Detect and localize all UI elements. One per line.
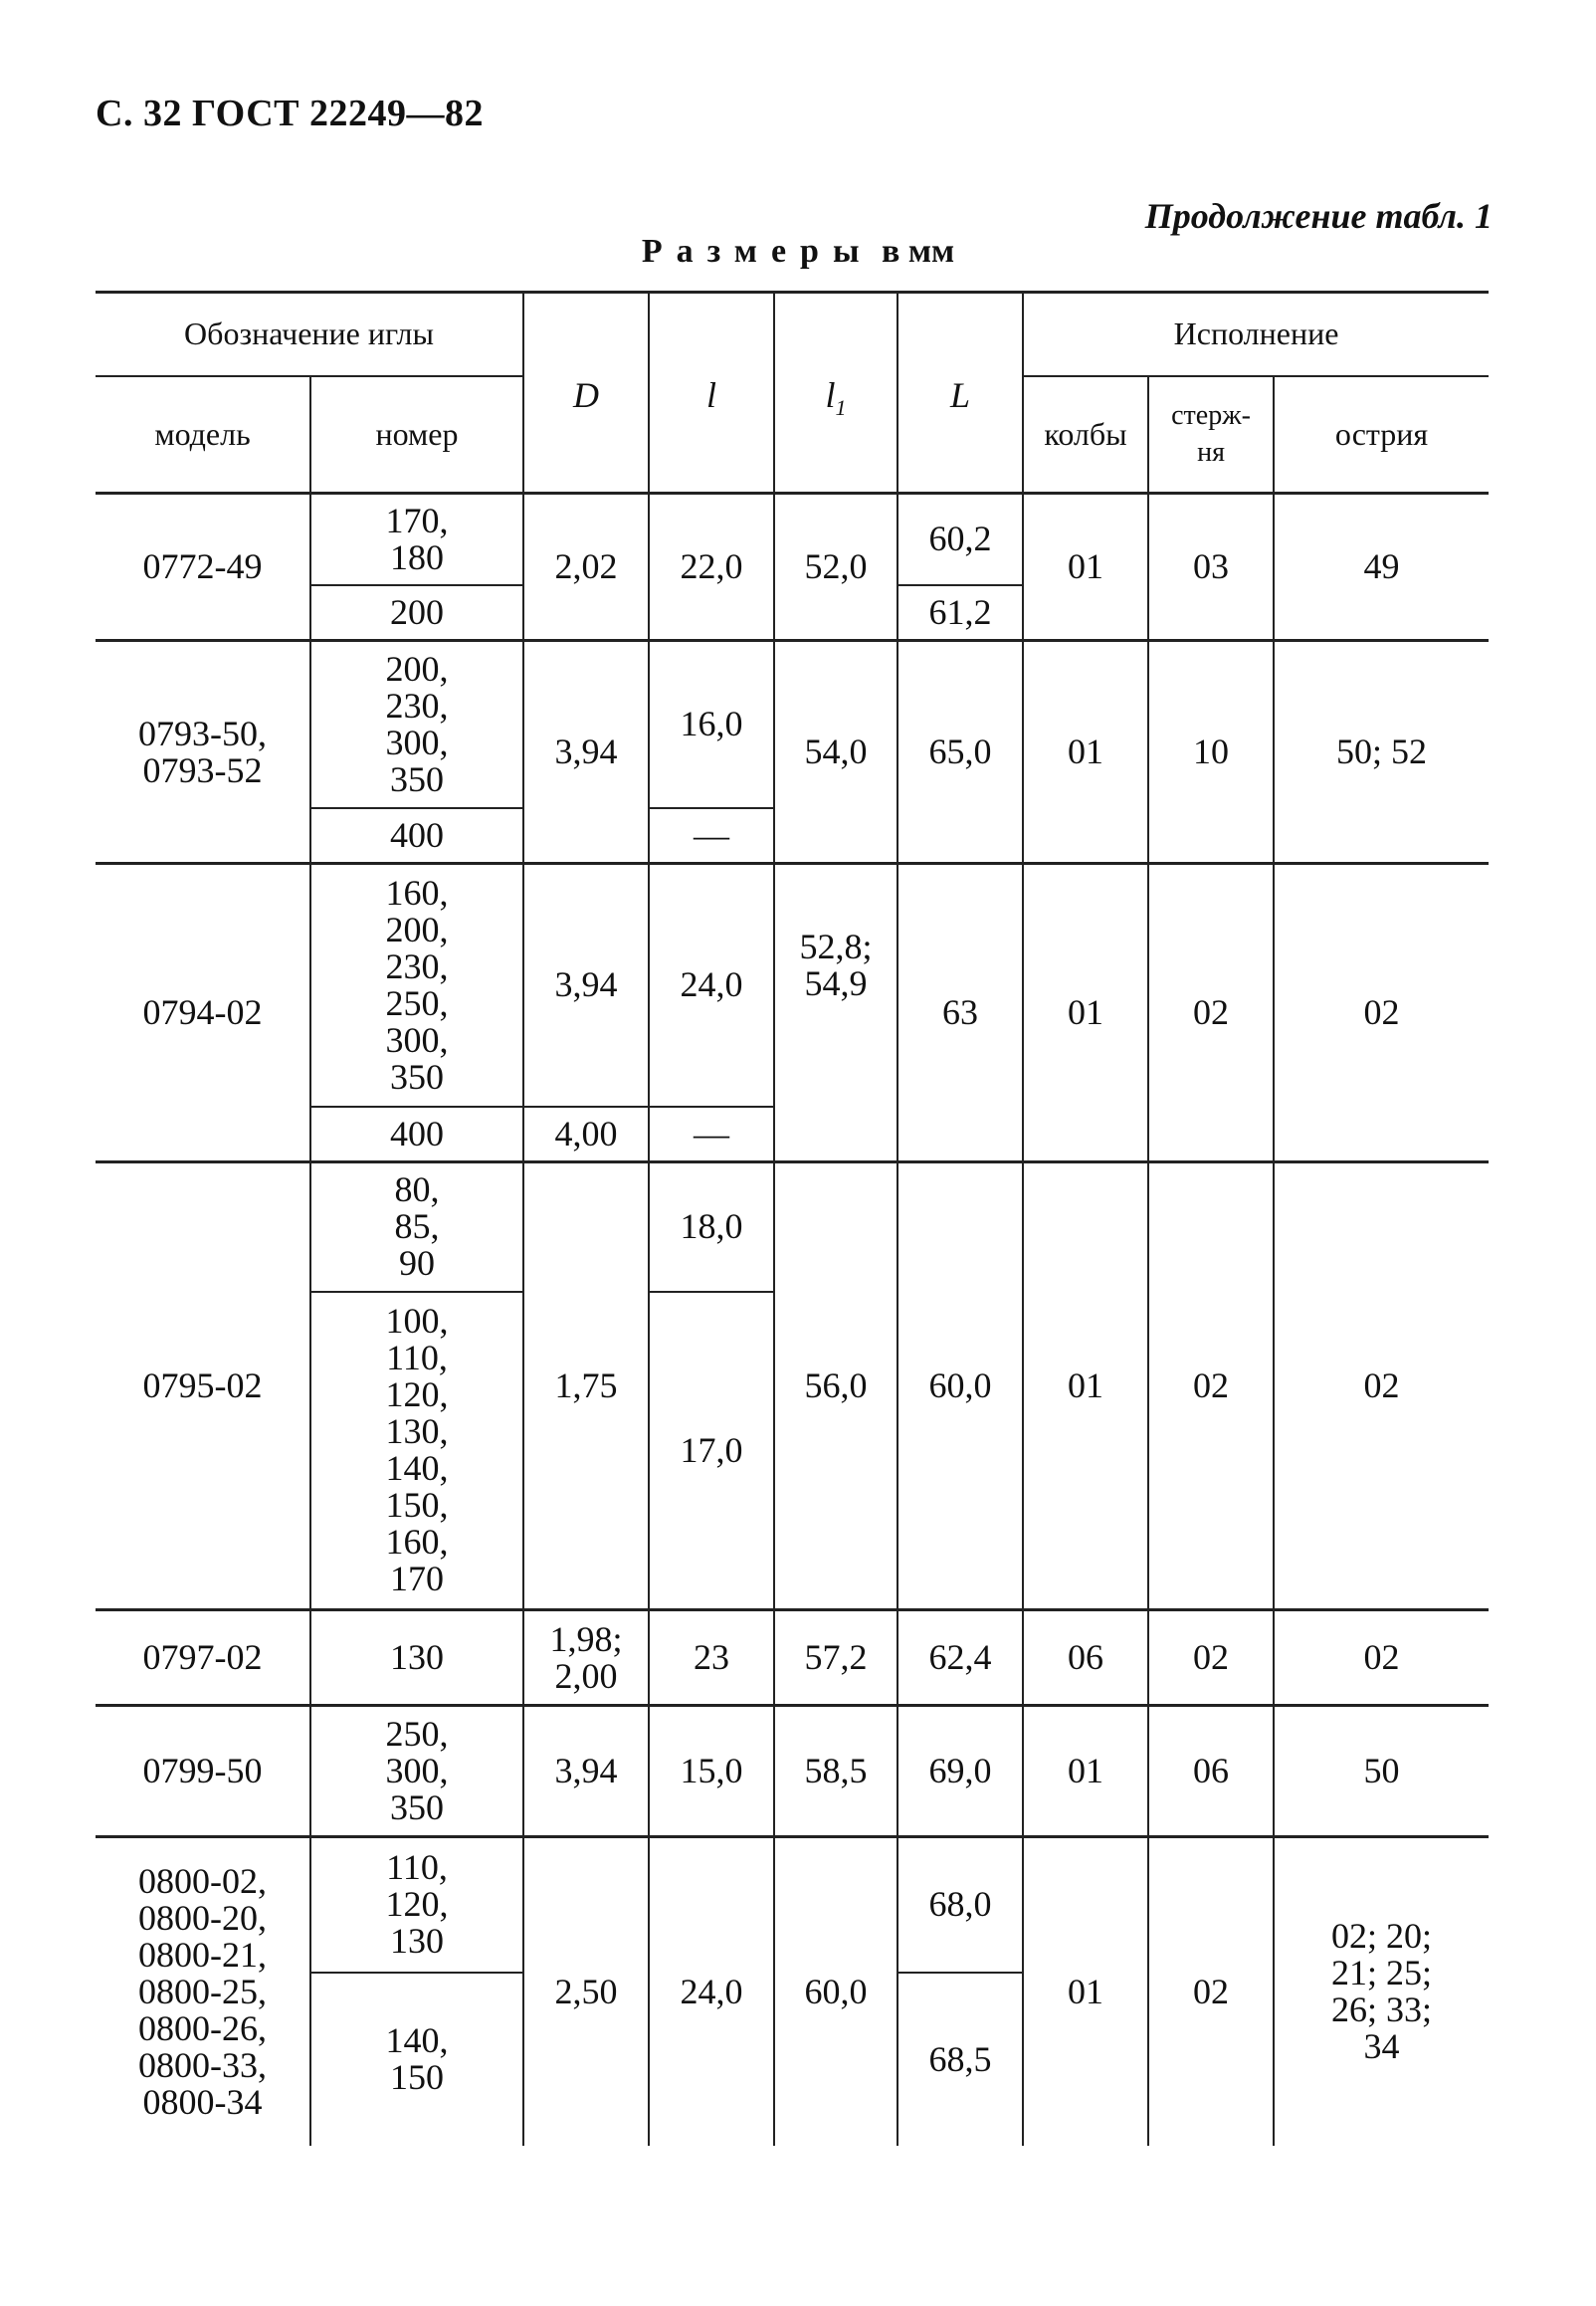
cell-shank: 10 xyxy=(1148,641,1274,864)
header-model: модель xyxy=(96,376,310,494)
cell-point: 02 xyxy=(1274,1610,1489,1706)
cell-number: 80, 85, 90 xyxy=(310,1162,523,1292)
table-row xyxy=(96,1162,1489,1292)
cell-D: 1,98; 2,00 xyxy=(523,1610,649,1706)
table-row xyxy=(96,1837,1489,1973)
cell-l1: 52,8; 54,9 xyxy=(774,864,898,1162)
units-word: Размеры xyxy=(641,233,874,270)
cell-shank: 02 xyxy=(1148,1837,1274,2146)
cell-bulb: 01 xyxy=(1023,641,1148,864)
table-row xyxy=(96,864,1489,1107)
cell-L: 69,0 xyxy=(898,1706,1023,1837)
table-row xyxy=(96,1610,1489,1706)
cell-l: 22,0 xyxy=(649,494,774,641)
table-row xyxy=(96,1706,1489,1837)
units-caption xyxy=(0,233,1596,271)
cell-bulb: 06 xyxy=(1023,1610,1148,1706)
cell-number: 160, 200, 230, 250, 300, 350 xyxy=(310,864,523,1107)
cell-number: 140, 150 xyxy=(310,1973,523,2146)
cell-model: 0800-02, 0800-20, 0800-21, 0800-25, 0800-26, 0800-33, 0800-34 xyxy=(96,1837,310,2146)
cell-number: 100, 110, 120, 130, 140, 150, 160, 170 xyxy=(310,1292,523,1610)
cell-l: 15,0 xyxy=(649,1706,774,1837)
cell-D: 3,94 xyxy=(523,864,649,1107)
cell-D: 2,02 xyxy=(523,494,649,641)
cell-L: 60,2 xyxy=(898,494,1023,585)
cell-shank: 02 xyxy=(1148,1610,1274,1706)
table-row xyxy=(96,641,1489,808)
cell-D: 4,00 xyxy=(523,1107,649,1162)
header-shank: стерж- ня xyxy=(1148,376,1274,494)
table-row xyxy=(96,494,1489,585)
cell-bulb: 01 xyxy=(1023,1706,1148,1837)
cell-model: 0797-02 xyxy=(96,1610,310,1706)
needle-dimensions-table xyxy=(96,291,1489,2146)
cell-shank: 02 xyxy=(1148,864,1274,1162)
header-designation: Обозначение иглы xyxy=(96,293,523,376)
cell-L: 68,0 xyxy=(898,1837,1023,1973)
cell-number: 200, 230, 300, 350 xyxy=(310,641,523,808)
cell-L: 62,4 xyxy=(898,1610,1023,1706)
header-l1-sub: 1 xyxy=(835,395,847,421)
cell-l: — xyxy=(649,808,774,864)
header-point: острия xyxy=(1274,376,1489,494)
cell-model: 0793-50, 0793-52 xyxy=(96,641,310,864)
cell-l1: 56,0 xyxy=(774,1162,898,1610)
cell-l: 17,0 xyxy=(649,1292,774,1610)
cell-number: 200 xyxy=(310,585,523,641)
cell-l1: 60,0 xyxy=(774,1837,898,2146)
cell-bulb: 01 xyxy=(1023,1162,1148,1610)
header-number: номер xyxy=(310,376,523,494)
header-L: L xyxy=(898,293,1023,494)
cell-D: 3,94 xyxy=(523,1706,649,1837)
cell-l: 24,0 xyxy=(649,1837,774,2146)
header-execution: Исполнение xyxy=(1023,293,1489,376)
cell-l: 18,0 xyxy=(649,1162,774,1292)
cell-bulb: 01 xyxy=(1023,1837,1148,2146)
header-l: l xyxy=(649,293,774,494)
cell-l: — xyxy=(649,1107,774,1162)
cell-D: 2,50 xyxy=(523,1837,649,2146)
cell-l: 24,0 xyxy=(649,864,774,1107)
cell-number: 400 xyxy=(310,808,523,864)
table-continuation-label: Продолжение табл. 1 xyxy=(1144,196,1493,236)
cell-number: 130 xyxy=(310,1610,523,1706)
cell-l1: 58,5 xyxy=(774,1706,898,1837)
cell-L: 65,0 xyxy=(898,641,1023,864)
cell-number: 400 xyxy=(310,1107,523,1162)
cell-point: 49 xyxy=(1274,494,1489,641)
cell-l1: 54,0 xyxy=(774,641,898,864)
cell-L: 63 xyxy=(898,864,1023,1162)
cell-shank: 02 xyxy=(1148,1162,1274,1610)
cell-bulb: 01 xyxy=(1023,864,1148,1162)
cell-L: 68,5 xyxy=(898,1973,1023,2146)
cell-number: 250, 300, 350 xyxy=(310,1706,523,1837)
cell-model: 0794-02 xyxy=(96,864,310,1162)
cell-l: 23 xyxy=(649,1610,774,1706)
cell-model: 0795-02 xyxy=(96,1162,310,1610)
cell-shank: 06 xyxy=(1148,1706,1274,1837)
cell-l1: 52,0 xyxy=(774,494,898,641)
cell-D: 3,94 xyxy=(523,641,649,864)
cell-l1: 57,2 xyxy=(774,1610,898,1706)
cell-model: 0799-50 xyxy=(96,1706,310,1837)
header-D: D xyxy=(523,293,649,494)
cell-D: 1,75 xyxy=(523,1162,649,1610)
header-l1 xyxy=(774,293,898,494)
page-header: С. 32 ГОСТ 22249—82 xyxy=(96,93,484,134)
cell-L: 60,0 xyxy=(898,1162,1023,1610)
cell-point: 02; 20; 21; 25; 26; 33; 34 xyxy=(1274,1837,1489,2146)
header-bulb: колбы xyxy=(1023,376,1148,494)
cell-shank: 03 xyxy=(1148,494,1274,641)
cell-bulb: 01 xyxy=(1023,494,1148,641)
cell-L: 61,2 xyxy=(898,585,1023,641)
cell-number: 170, 180 xyxy=(310,494,523,585)
cell-number: 110, 120, 130 xyxy=(310,1837,523,1973)
units-rest: в мм xyxy=(881,233,955,270)
cell-point: 02 xyxy=(1274,864,1489,1162)
header-l1-base: l xyxy=(825,375,836,415)
header-row-top xyxy=(96,293,1489,376)
cell-point: 50 xyxy=(1274,1706,1489,1837)
cell-model: 0772-49 xyxy=(96,494,310,641)
cell-point: 02 xyxy=(1274,1162,1489,1610)
cell-l: 16,0 xyxy=(649,641,774,808)
cell-point: 50; 52 xyxy=(1274,641,1489,864)
